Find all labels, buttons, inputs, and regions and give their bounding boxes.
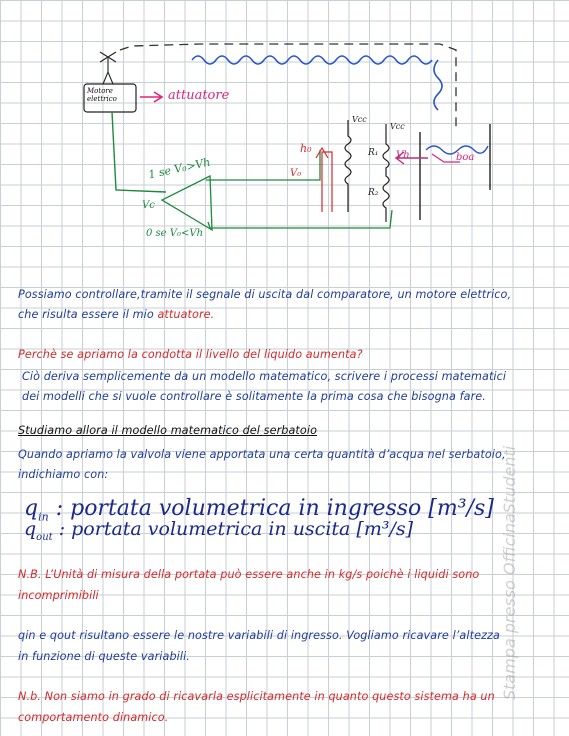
watermark: Stampa presso OfficinaStudenti [500,445,519,700]
p4-line2: in funzione di queste variabili. [18,650,190,663]
qout-definition: $q_{out}$ : portata volumetrica in uscita [m³/s] [24,518,414,543]
resistor-1 [345,120,351,212]
actuator-label: attuatore [168,88,230,103]
vc-label: Vc [142,200,155,211]
motor-label: Motore elettrico [87,87,117,103]
h0-label: h₀ [300,142,312,155]
nb2-line1: N.b. Non siamo in grado di ricavarla esplicitamente in quanto questo sistema ha un [18,690,495,703]
actuator-arrow-icon [140,92,162,102]
cond-high-label: 1 se V₀>Vh [147,155,212,182]
boa-label: boa [456,152,475,163]
motor-symbol-icon [100,52,116,84]
qin-definition: $q_{in}$ : portata volumetrica in ingresso [m³/s] [24,496,494,524]
r1-label: R₁ [368,148,379,158]
circuit-diagram [0,0,569,260]
p2-line2: dei modelli che si vuole controllare è solitamente la prima cosa che bisogna fare. [22,390,486,403]
wire-vh [208,210,392,228]
question: Perchè se apriamo la condotta il livello del liquido aumenta? [18,348,363,361]
p3-line1: Quando apriamo la valvola viene apportata una certa quantità d’acqua nel serbatoio, [18,448,506,461]
vcc-label-1: Vcc [352,115,367,124]
dashed-link [120,44,456,130]
cond-low-label: 0 se V₀<Vh [146,228,204,239]
tank [420,124,490,220]
nb1-line2: incomprimibili [18,589,99,602]
control-wire [112,112,166,192]
water-level-wave [192,56,442,110]
comparator [162,176,212,230]
v0-label: V₀ [290,168,302,179]
nb2-line2: comportamento dinamico. [18,711,169,724]
section-heading: Studiamo allora il modello matematico del serbatoio [18,424,318,437]
p2-line1: Ciò deriva semplicemente da un modello matematico, scrivere i processi matematici [22,370,507,383]
p3-line2: indichiamo con: [18,468,109,481]
vh-label: Vh [396,150,410,161]
p1-line1: Possiamo controllare,tramite il segnale di uscita dal comparatore, un motore elettrico, [18,288,512,301]
p1-line2: che risulta essere il mio attuatore. [18,308,215,321]
nb1-line1: N.B. L’Unità di misura della portata può essere anche in kg/s poichè i liquidi sono [18,568,480,581]
resistor-2 [383,124,389,222]
r2-label: R₂ [368,188,379,198]
p4-line1: qin e qout risultano essere le nostre variabili di ingresso. Vogliamo ricavare l’altezza [18,629,500,642]
vcc-label-2: Vcc [390,122,405,131]
